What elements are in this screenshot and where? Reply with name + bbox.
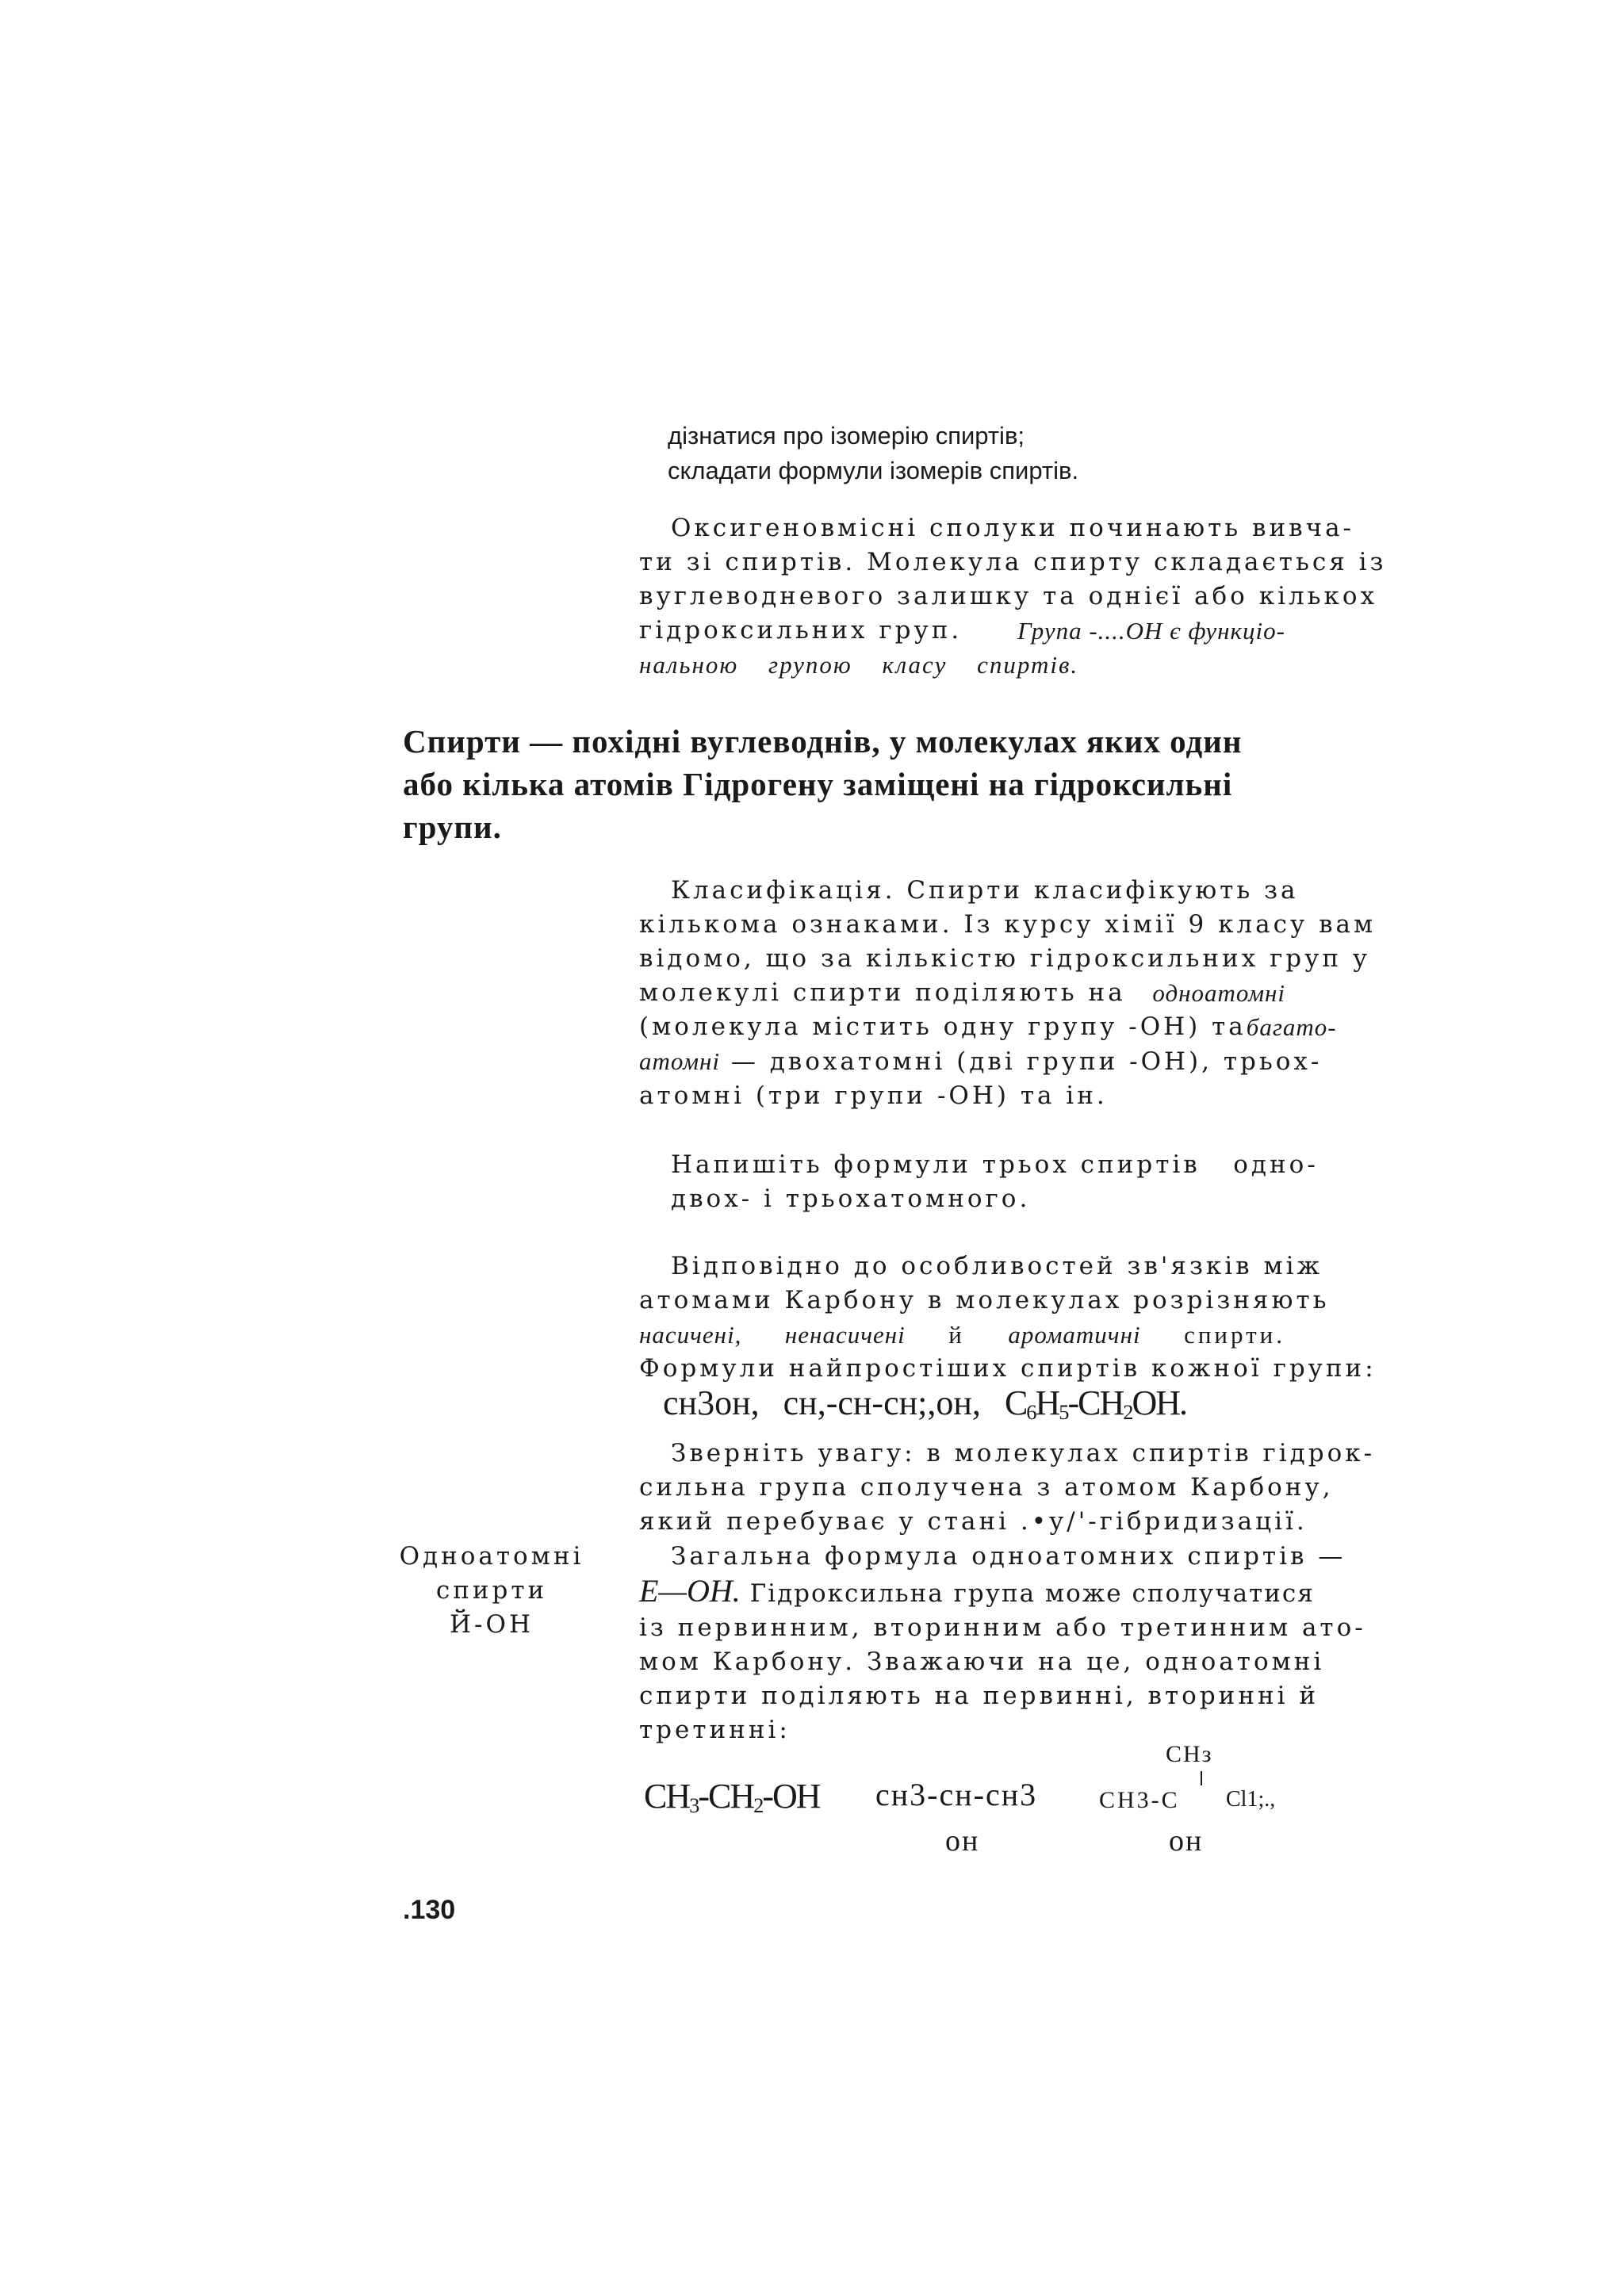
definition-line: або кілька атомів Гідрогену заміщені на гідроксильні: [403, 766, 1233, 802]
text-line: сильна група сполучена з атомом Карбону,: [639, 1473, 1334, 1502]
text-line: відомо, що за кількістю гідроксильних груп у: [639, 944, 1371, 973]
text-line: атомні (три групи -ОН) та ін.: [639, 1081, 1108, 1110]
formula-subscript: 2: [753, 1793, 763, 1817]
formula-benzyl-alcohol: [1005, 1383, 1186, 1425]
text-line: Оксигеновмісні сполуки починають вивча-: [671, 514, 1355, 542]
text-line: молекулі спирти поділяють на: [639, 978, 1126, 1007]
sidebar-line: Й-ОН: [450, 1610, 534, 1639]
note-paragraph: [639, 1437, 1376, 1539]
term-italic: багато-: [1246, 1013, 1337, 1041]
formula-tertiary-main: СН3-С: [1099, 1787, 1180, 1813]
formula-part: C: [1004, 1383, 1027, 1422]
text-line: із первинним, вторинним або третинним ато-: [639, 1613, 1366, 1642]
text-line: кількома ознаками. Із курсу хімії 9 класу вам: [639, 910, 1377, 939]
text-line: спирти поділяють на первинні, вторинні й: [639, 1682, 1320, 1710]
formula-subscript: 5: [1059, 1400, 1068, 1424]
formula-part: -CH: [698, 1777, 754, 1816]
text-line: ти зі спиртів. Молекула спирту складається із: [639, 548, 1387, 576]
classification-paragraph: [639, 874, 1377, 1113]
formula-methanol: сн3он,: [663, 1383, 760, 1422]
term-italic: ненасичені: [784, 1321, 906, 1349]
text-word: спирти.: [1184, 1321, 1285, 1349]
text-line: атомами Карбону в молекулах розрізняють: [639, 1286, 1330, 1314]
text-line: який перебуває у стані .•у/'-гібридизації.: [639, 1507, 1308, 1536]
text-line: мом Карбону. Зважаючи на це, одноатомні: [639, 1647, 1325, 1676]
term-italic: насичені,: [639, 1321, 742, 1349]
formula-part: -CH: [1067, 1383, 1124, 1422]
text-line: Класифікація. Спирти класифікують за: [671, 876, 1299, 905]
formula-subscript: 3: [689, 1793, 699, 1817]
page-number: .130: [403, 1895, 456, 1925]
text-line: (молекула містить одну групу -ОН) та: [639, 1012, 1247, 1041]
text-line: Загальна формула одноатомних спиртів —: [671, 1542, 1346, 1571]
formula-secondary-oh: он: [945, 1824, 980, 1858]
text-line: Відповідно до особливостей зв'язків між: [671, 1252, 1323, 1280]
text-line: Формули найпростіших спиртів кожної групи:: [639, 1354, 1377, 1383]
task-line: двох- і трьохатомного.: [671, 1184, 1031, 1213]
term-italic: одноатомні: [1152, 979, 1285, 1007]
formula-primary-alcohol: [644, 1776, 820, 1818]
text-line: третинні:: [639, 1716, 791, 1744]
text-line: вуглеводневого залишку та однієї або кількох: [639, 582, 1378, 610]
formula-tertiary-top: СНз: [1166, 1741, 1213, 1767]
text-word: й: [948, 1321, 965, 1349]
formulas-row-1: [663, 1383, 1297, 1425]
formula-subscript: 2: [1123, 1400, 1132, 1424]
formula-allyl-alcohol: сн,-сн-сн;,он,: [783, 1383, 981, 1422]
formula-part: -OH: [762, 1777, 820, 1816]
formula-subscript: 6: [1026, 1400, 1036, 1424]
sidebar-line: спирти: [435, 1576, 548, 1605]
text-line-italic: нальною групою класу спиртів.: [639, 651, 1079, 679]
objective-item: дізнатися про ізомерію спиртів;: [668, 422, 1025, 450]
objective-item: складати формули ізомерів спиртів.: [668, 457, 1079, 484]
task-block: [671, 1148, 1319, 1216]
text-line: Гідроксильна група може сполучатися: [749, 1579, 1315, 1608]
text-line: гідроксильних груп.: [639, 616, 963, 645]
formula-part: H: [1035, 1383, 1059, 1422]
general-paragraph: [639, 1540, 1366, 1747]
formula-part: CH: [644, 1777, 690, 1816]
general-formula: E—OH.: [639, 1573, 741, 1609]
formula-secondary-alcohol: [875, 1776, 1037, 1813]
definition-line: Спирти — похідні вуглеводнів, у молекулах яких один: [403, 723, 1243, 760]
objectives-list: [668, 419, 1078, 488]
bonds-paragraph: [639, 1249, 1377, 1386]
task-line: Напишіть формули трьох спиртів одно-: [671, 1150, 1319, 1179]
text-line: Зверніть увагу: в молекулах спиртів гідрок-: [671, 1439, 1376, 1468]
term-italic: атомні: [639, 1047, 720, 1075]
formula-tertiary-right: Cl1;.,: [1226, 1787, 1276, 1812]
text-line: — двохатомні (дві групи -ОН), трьох-: [730, 1047, 1323, 1076]
formula-tertiary-oh: он: [1169, 1824, 1204, 1858]
formula-main: сн3-сн-сн3: [875, 1777, 1038, 1812]
bond-line-top: [1201, 1771, 1202, 1785]
text-line-italic: Група -....ОН є функціо-: [1017, 617, 1285, 645]
definition-block: [403, 720, 1291, 848]
sidebar-note: [385, 1540, 599, 1642]
sidebar-line: Одноатомні: [399, 1542, 584, 1571]
intro-paragraph: [639, 511, 1387, 682]
definition-line: групи.: [403, 809, 502, 845]
formula-part: OH.: [1132, 1383, 1187, 1422]
term-italic: ароматичні: [1008, 1321, 1141, 1349]
